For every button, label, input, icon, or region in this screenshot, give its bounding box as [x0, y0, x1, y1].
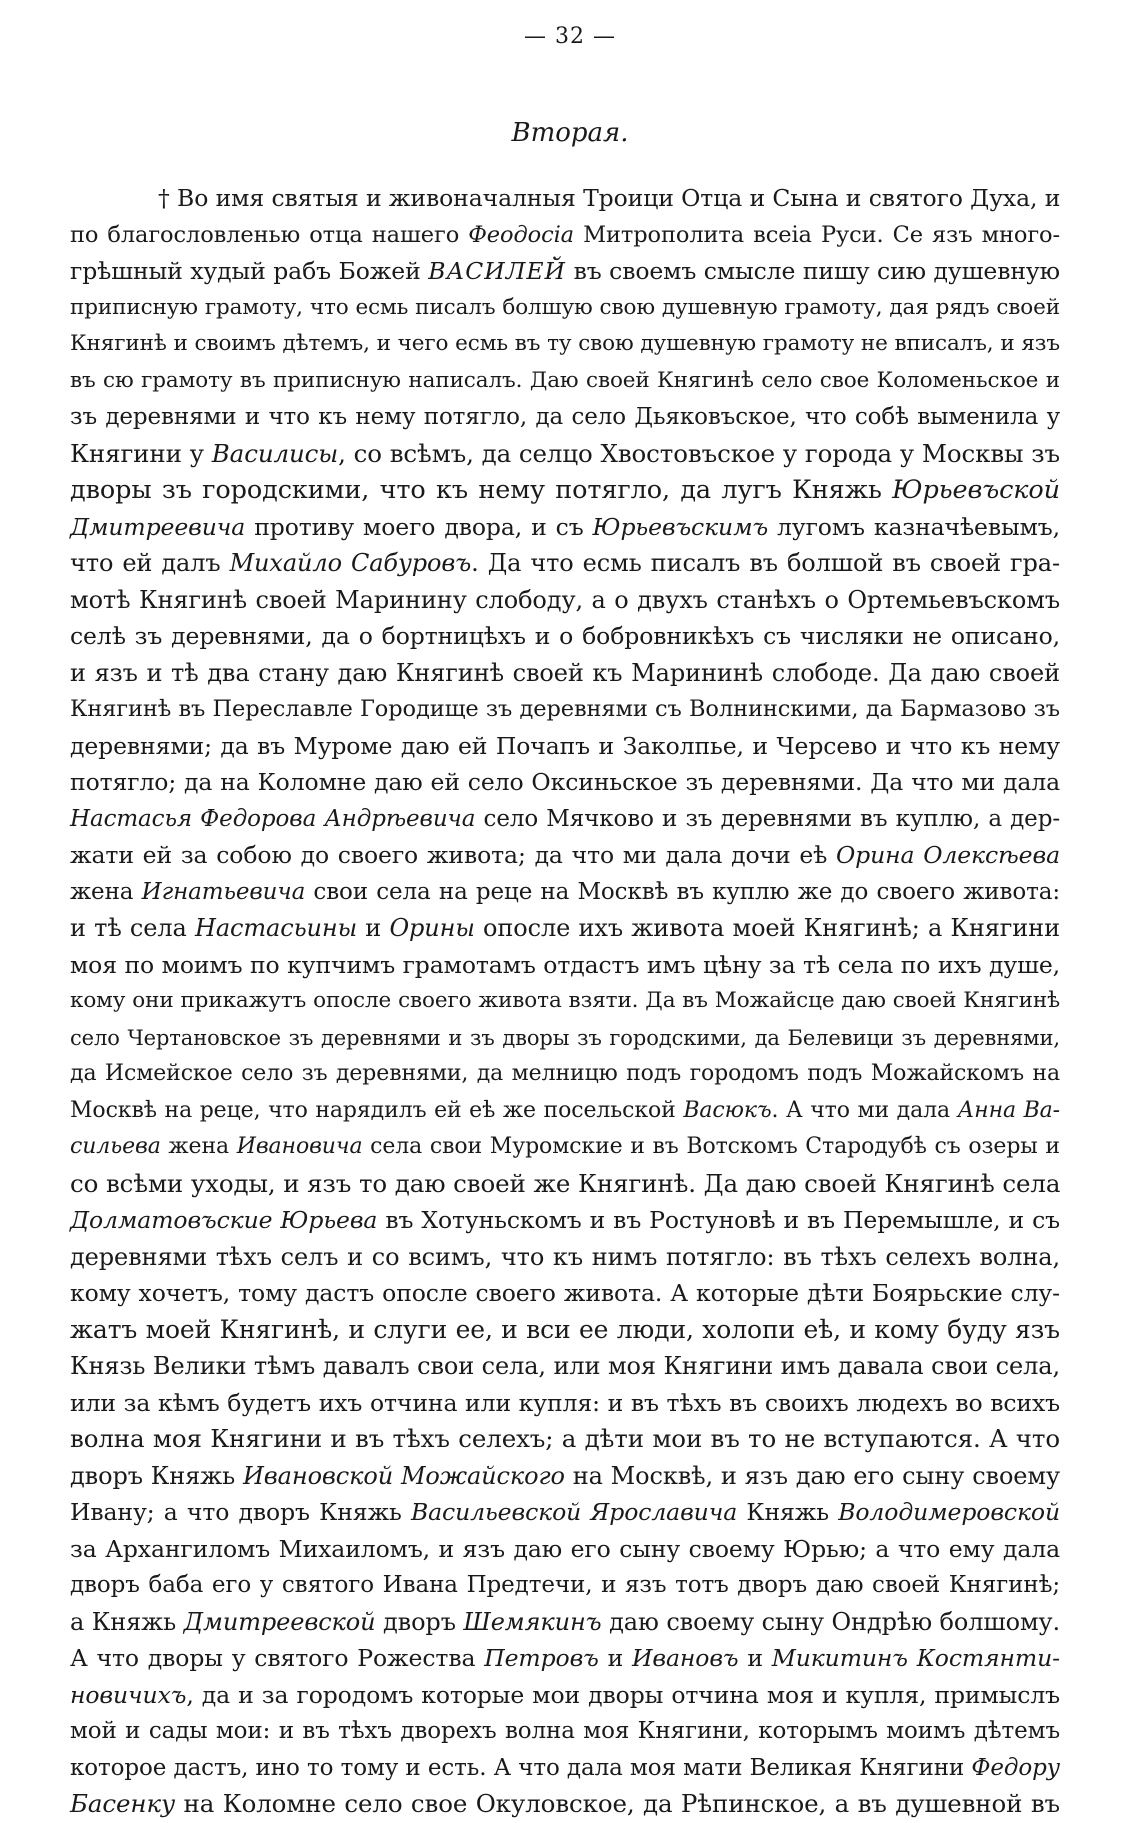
text-segment: мотѣ Княгинѣ своей Маринину слободу, а о двухъ станѣхъ о Ортемьевъскомъ — [70, 585, 1060, 614]
text-line — [70, 509, 1060, 546]
text-segment: дворъ Княжь — [70, 1461, 243, 1490]
text-segment: волна моя Княгини и въ тѣхъ селехъ; а дѣти мои въ то не вступаются. А что — [70, 1424, 1060, 1453]
text-segment: и — [598, 1644, 633, 1672]
italic-name: Басенку — [70, 1789, 176, 1818]
text-segment: . Да что есмь писалъ въ болшой въ своей гра- — [471, 549, 1060, 577]
text-segment: деревнями; да въ Муроме даю ей Почапъ и Заколпье, и Черсево и что къ нему — [70, 731, 1060, 760]
text-line — [70, 1129, 1060, 1166]
text-line — [70, 1677, 1060, 1714]
text-line — [70, 1056, 1060, 1093]
text-segment: зъ деревнями и что къ нему потягло, да село Дьяковъское, что собѣ выменила у — [70, 404, 1060, 430]
text-line — [70, 472, 1060, 509]
italic-name: Ивановича — [236, 1134, 363, 1159]
text-segment: Москвѣ на реце, что нарядилъ ей еѣ же посельской — [70, 1097, 684, 1123]
text-line — [70, 837, 1060, 874]
text-line — [70, 180, 1060, 217]
text-segment: жена — [70, 878, 142, 905]
text-line — [70, 1348, 1060, 1385]
italic-name: Микитинъ Костянти- — [771, 1644, 1060, 1672]
text-line — [70, 947, 1060, 984]
text-segment: и — [738, 1644, 772, 1672]
text-segment: Ивану; а что дворъ Княжь — [70, 1498, 411, 1526]
italic-name: Васильевской Ярославича — [410, 1498, 738, 1526]
text-line — [70, 801, 1060, 838]
text-line — [70, 582, 1060, 619]
grand-prince-name: ВАСИЛЕЙ — [428, 257, 567, 285]
text-line — [70, 253, 1060, 290]
text-line — [70, 1640, 1060, 1677]
text-segment: опосле ихъ живота моей Княгинѣ; а Княгини — [474, 914, 1060, 942]
text-segment: да Исмейское село зъ деревнями, да мелницю подъ городомъ подъ Можайскомъ на — [70, 1061, 1060, 1086]
text-line — [70, 1786, 1060, 1823]
text-line — [70, 1166, 1060, 1203]
text-line — [70, 1750, 1060, 1787]
text-segment: мой и сады мои: и въ тѣхъ дворехъ волна моя Княгини, которымъ моимъ дѣтемъ — [70, 1718, 1060, 1744]
text-segment: Княгинѣ въ Переславле Городище зъ деревнями съ Волнинскими, да Бармазово зъ — [70, 696, 1060, 722]
text-line — [70, 1202, 1060, 1239]
text-line — [70, 545, 1060, 582]
text-segment: жати ей за собою до своего живота; да что ми дала дочи еѣ — [70, 841, 836, 869]
italic-name: Володимеровской — [838, 1498, 1060, 1526]
text-line — [70, 1093, 1060, 1130]
text-line — [70, 910, 1060, 947]
text-line — [70, 363, 1060, 400]
page-number: — 32 — — [524, 24, 616, 49]
italic-name: новичихъ — [70, 1680, 187, 1709]
text-segment: въ своемъ смысле пишу сию душевную — [566, 257, 1060, 285]
text-segment: а Княжь — [70, 1607, 184, 1636]
text-line — [70, 1604, 1060, 1641]
text-line — [70, 1020, 1060, 1057]
italic-name: Шемякинъ — [463, 1607, 602, 1636]
italic-name: Настасьины — [194, 914, 358, 942]
text-segment: † Во имя святыя и живоначалныя Троици Отца и Сына и святого Духа, и — [158, 184, 1061, 212]
text-segment: дворъ баба его у святого Ивана Предтечи, и язъ тотъ дворъ даю своей Княгинѣ; — [70, 1572, 1060, 1598]
text-segment: дворы зъ городскими, что къ нему потягло, да лугъ Княжь — [70, 475, 893, 505]
text-segment: и тѣ села — [70, 914, 195, 942]
italic-name: Орина Олексѣева — [836, 841, 1060, 869]
italic-name: Ивановъ — [632, 1644, 739, 1672]
italic-name: Орины — [389, 914, 475, 942]
text-segment: Княгинѣ и своимъ дѣтемъ, и чего есмь въ ту свою душевную грамоту не вписалъ, и язъ — [70, 331, 1060, 356]
italic-name: Петровъ — [484, 1644, 599, 1672]
text-segment: село Чертановское зъ деревнями и зъ дворы зъ городскими, да Белевици зъ деревнями, — [70, 1025, 1060, 1050]
text-line — [70, 1458, 1060, 1495]
text-segment: на Москвѣ, и язъ даю его сыну своему — [564, 1461, 1060, 1490]
text-segment: жена — [160, 1134, 237, 1159]
text-segment: за Архангиломъ Михаиломъ, и язъ даю его сыну своему Юрью; а что ему дала — [70, 1534, 1060, 1563]
text-line — [70, 436, 1060, 473]
text-segment: Княжь — [737, 1498, 839, 1526]
text-line — [70, 1239, 1060, 1276]
italic-name: Анна Ва- — [957, 1097, 1061, 1123]
text-segment: А что дворы у святого Рожества — [70, 1644, 485, 1672]
text-segment: кому они прикажутъ опосле своего живота взяти. Да въ Можайсце даю своей Княгинѣ — [70, 988, 1060, 1013]
italic-name: Игнатьевича — [141, 878, 306, 905]
text-segment: въ Хотуньскомъ и въ Ростуновѣ и въ Перемышле, и съ — [377, 1206, 1060, 1234]
text-segment: свои села на реце на Москвѣ въ куплю же до своего живота: — [305, 878, 1060, 905]
text-segment: и язъ и тѣ два стану даю Княгинѣ своей къ Марининѣ слободе. Да даю своей — [70, 658, 1060, 687]
text-line — [70, 1567, 1060, 1604]
text-line — [70, 655, 1060, 692]
text-line — [70, 983, 1060, 1020]
text-line — [70, 691, 1060, 728]
text-line — [70, 290, 1060, 327]
text-line — [70, 1385, 1060, 1422]
text-line — [70, 217, 1060, 254]
text-line — [70, 1275, 1060, 1312]
italic-name: Феодосіа — [468, 221, 574, 248]
text-segment: Князь Велики тѣмъ давалъ свои села, или моя Княгини имъ давала свои села, — [70, 1352, 1060, 1380]
text-line — [70, 618, 1060, 655]
text-line — [70, 1531, 1060, 1568]
text-segment: приписную грамоту, что есмь писалъ болшую свою душевную грамоту, дая рядъ своей — [70, 294, 1060, 320]
text-segment: деревнями тѣхъ селъ и со всимъ, что къ нимъ потягло: въ тѣхъ селехъ волна, — [70, 1242, 1060, 1271]
text-segment: и — [357, 914, 390, 942]
text-line — [70, 1494, 1060, 1531]
italic-name: Васюкъ — [683, 1097, 772, 1123]
text-segment: Княгини у — [70, 438, 212, 468]
italic-name: Юрьевъскимъ — [592, 512, 769, 541]
text-segment: по благословленью отца нашего — [70, 221, 469, 248]
italic-name: Дмитреевича — [70, 512, 246, 541]
text-segment: которое дастъ, ино то тому и есть. А что дала моя мати Великая Княгини — [70, 1754, 972, 1781]
text-segment: потягло; да на Коломне даю ей село Оксиньское зъ деревнями. Да что ми дала — [70, 768, 1060, 796]
text-segment: жатъ моей Княгинѣ, и слуги ее, и вси ее люди, холопи еѣ, и кому буду язъ — [70, 1314, 1060, 1344]
section-heading: Вторая. — [511, 118, 629, 148]
text-line — [70, 1713, 1060, 1750]
text-segment: въ сю грамоту въ приписную написалъ. Даю своей Княгинѣ село свое Коломеньское и — [70, 367, 1060, 393]
italic-name: Дмитреевской — [183, 1607, 376, 1636]
italic-name: сильева — [70, 1134, 161, 1159]
text-line — [70, 1312, 1060, 1349]
text-segment: , да и за городомъ которые мои дворы отчина моя и купля, примыслъ — [186, 1680, 1060, 1709]
text-segment: грѣшный худый рабъ Божей — [70, 257, 429, 285]
text-line — [70, 728, 1060, 765]
text-segment: кому хочетъ, тому дастъ опосле своего живота. А которые дѣти Боярьские слу- — [70, 1279, 1060, 1307]
italic-name: Настасья Федорова Андрѣевича — [70, 805, 476, 832]
italic-name: Ивановской Можайского — [242, 1461, 565, 1490]
text-segment: со всѣми уходы, и язъ то даю своей же Княгинѣ. Да даю своей Княгинѣ села — [70, 1168, 1061, 1198]
text-segment: село Мячково и зъ деревнями въ куплю, а дер- — [475, 805, 1060, 832]
italic-name: Василисы — [211, 438, 339, 468]
text-segment: . А что ми дала — [771, 1097, 958, 1123]
text-line — [70, 1421, 1060, 1458]
text-segment: Митрополита всеіа Руси. Се язъ много- — [574, 221, 1060, 248]
italic-name: Михайло Сабуровъ — [229, 549, 472, 577]
text-segment: лугомъ казначѣевымъ, — [768, 512, 1060, 541]
text-segment: даю своему сыну Ондрѣю болшому. — [601, 1607, 1061, 1636]
text-segment: дворъ — [375, 1607, 464, 1636]
charter-text — [70, 180, 1060, 1823]
text-segment: , со всѣмъ, да селцо Хвостовъское у города у Москвы зъ — [338, 438, 1060, 468]
text-segment: села свои Муромские и въ Вотскомъ Стародубѣ съ озеры и — [362, 1134, 1060, 1159]
italic-name: Долматовъские Юрьева — [70, 1206, 378, 1234]
text-line — [70, 764, 1060, 801]
text-line — [70, 874, 1060, 911]
text-segment: на Коломне село свое Окуловское, да Рѣпинское, а въ душевной въ — [175, 1789, 1060, 1818]
text-segment: противу моего двора, и съ — [245, 512, 593, 541]
text-segment: или за кѣмъ будетъ ихъ отчина или купля: и въ тѣхъ въ своихъ людехъ во всихъ — [70, 1388, 1060, 1417]
text-line — [70, 326, 1060, 363]
text-segment: моя по моимъ по купчимъ грамотамъ отдастъ имъ цѣну за тѣ села по ихъ душе, — [70, 950, 1060, 979]
text-segment: что ей далъ — [70, 549, 230, 577]
italic-name: Федору — [971, 1754, 1060, 1781]
text-line — [70, 399, 1060, 436]
text-segment: селѣ зъ деревнями, да о бортницѣхъ и о бобровникѣхъ съ числяки не описано, — [70, 622, 1060, 650]
italic-name: Юрьевъской — [892, 475, 1060, 505]
